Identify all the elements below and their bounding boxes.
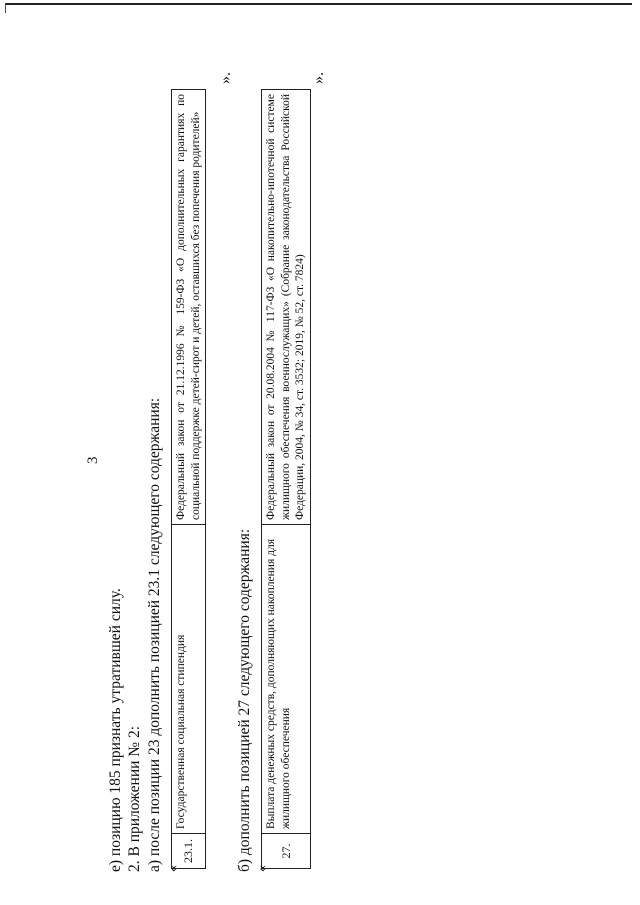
- table-row: [172, 90, 206, 869]
- amendment-table-a: [171, 89, 206, 869]
- legal-basis: Федеральный закон от 20.08.2004 № 117-ФЗ «О накопительно-ипотечной системе жилищного обеспечения военнослужащих» (Собрание законодательства Российской Федерации, 2004, № 34, ст. 3532; 2019, № 52, ст. 7824): [262, 90, 311, 525]
- item-e-text: е) позицию 185 признать утратившей силу.: [107, 588, 124, 872]
- amendment-table-b: [261, 89, 311, 869]
- item-2-text: 2. В приложении № 2:: [126, 725, 143, 872]
- position-number: 27.: [262, 834, 311, 869]
- rotated-document-page: [85, 32, 555, 872]
- payment-name: Государственная социальная стипендия: [172, 525, 206, 834]
- position-number: 23.1.: [172, 834, 206, 869]
- item-b-text: б) дополнить позицией 27 следующего содержания:: [236, 528, 253, 872]
- quote-close-b: ».: [310, 72, 327, 84]
- page-number: 3: [85, 456, 101, 464]
- quote-open-b: «: [255, 865, 270, 872]
- scan-frame-top-border: [6, 3, 632, 5]
- payment-name: Выплата денежных средств, дополняющих накопления для жилищного обеспечения: [262, 525, 311, 834]
- item-a-text: а) после позиции 23 дополнить позицией 23.1 следующего содержания:: [146, 397, 163, 872]
- quote-close-a: ».: [217, 72, 234, 84]
- scan-frame-left-border: [5, 3, 6, 13]
- quote-open-a: «: [166, 865, 181, 872]
- table-row: [262, 90, 311, 869]
- legal-basis: Федеральный закон от 21.12.1996 № 159-ФЗ «О дополнительных гарантиях по социальной поддержке детей-сирот и детей, оставшихся без попечения родителей»: [172, 90, 206, 525]
